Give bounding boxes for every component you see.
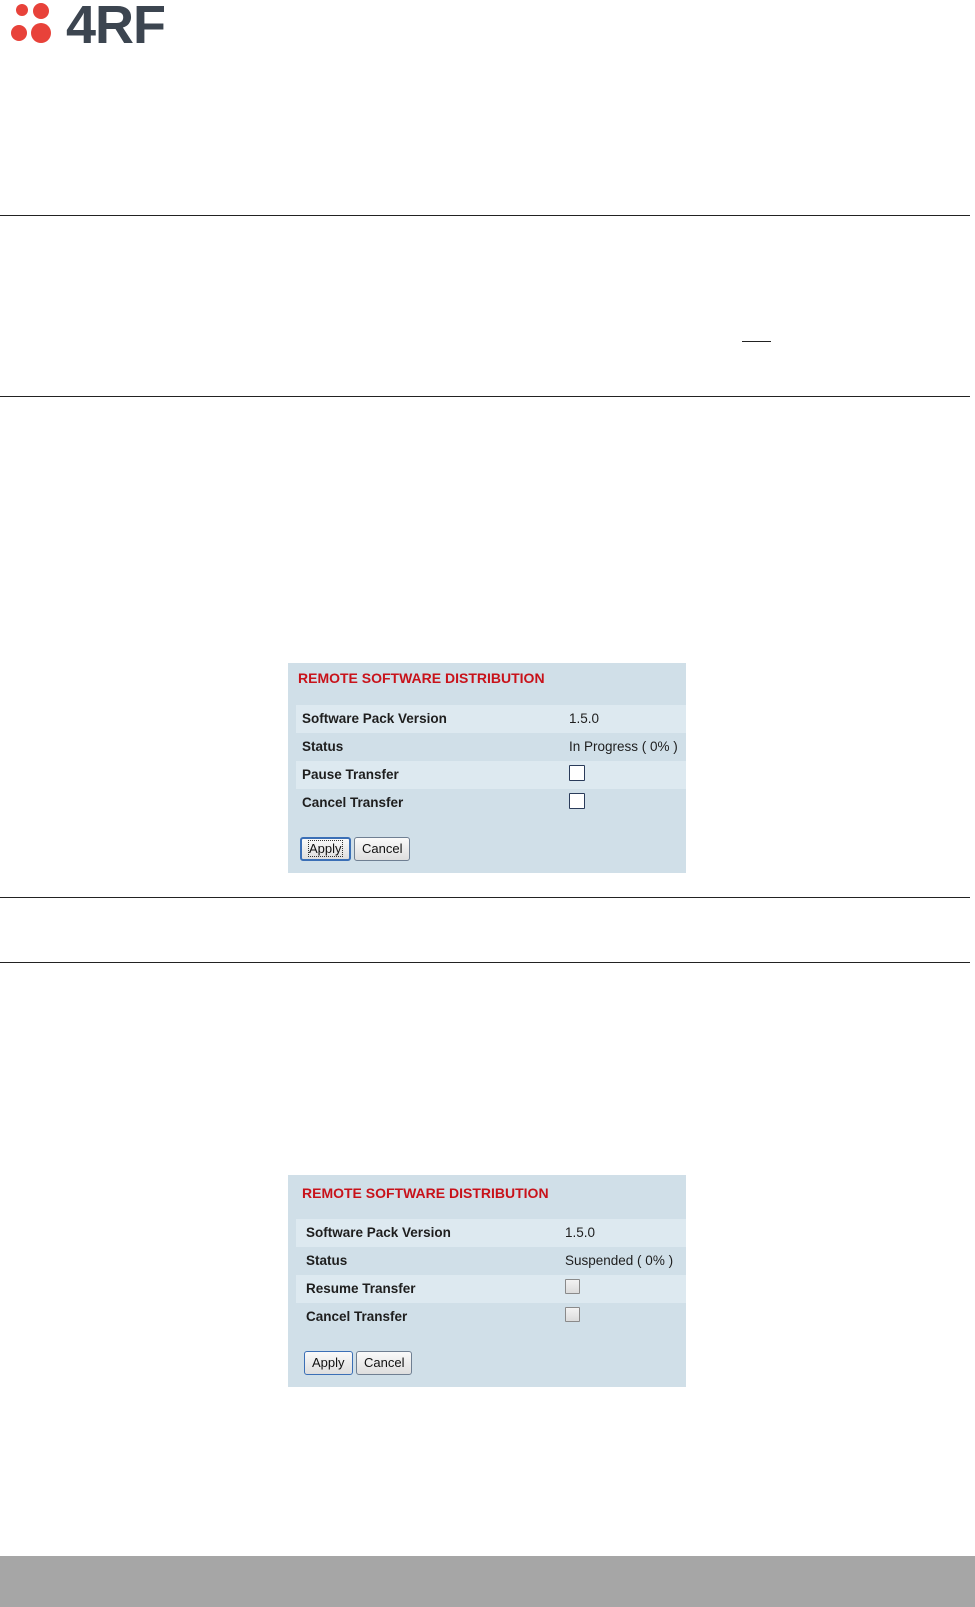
- row-software-pack-version: [296, 705, 686, 733]
- cancel-transfer-checkbox[interactable]: [569, 793, 585, 809]
- remote-software-distribution-panel-suspended: [288, 1175, 686, 1387]
- divider: [0, 396, 970, 397]
- row-label: Cancel Transfer: [302, 795, 404, 810]
- company-logo: [8, 0, 183, 55]
- panel-title: REMOTE SOFTWARE DISTRIBUTION: [302, 1185, 549, 1201]
- short-rule: [742, 341, 771, 342]
- row-label: Status: [302, 739, 344, 754]
- cancel-button[interactable]: Cancel: [356, 1351, 412, 1375]
- logo-text: 4RF: [66, 0, 166, 55]
- row-label: Resume Transfer: [306, 1281, 416, 1296]
- row-label: Software Pack Version: [306, 1225, 451, 1240]
- row-label: Cancel Transfer: [306, 1309, 408, 1324]
- page-footer-band: [0, 1556, 975, 1607]
- row-status: [296, 733, 686, 761]
- status-value: In Progress ( 0% ): [569, 739, 678, 754]
- row-pause-transfer: [296, 761, 686, 789]
- resume-transfer-checkbox[interactable]: [565, 1279, 580, 1294]
- row-label: Pause Transfer: [302, 767, 399, 782]
- row-value: 1.5.0: [565, 1225, 596, 1240]
- row-label: Software Pack Version: [302, 711, 447, 726]
- row-cancel-transfer: [296, 789, 686, 817]
- cancel-transfer-checkbox[interactable]: [565, 1307, 580, 1322]
- row-label: Status: [306, 1253, 348, 1268]
- divider: [0, 962, 970, 963]
- pause-transfer-checkbox[interactable]: [569, 765, 585, 781]
- status-value: Suspended ( 0% ): [565, 1253, 674, 1268]
- row-status: [296, 1247, 686, 1275]
- remote-software-distribution-panel-in-progress: [288, 663, 686, 873]
- row-cancel-transfer: [296, 1303, 686, 1331]
- cancel-button[interactable]: Cancel: [354, 837, 410, 861]
- row-software-pack-version: [296, 1219, 686, 1247]
- divider: [0, 215, 970, 216]
- apply-button-label: Apply: [309, 841, 342, 856]
- apply-button[interactable]: Apply: [304, 1351, 353, 1375]
- panel-title: REMOTE SOFTWARE DISTRIBUTION: [298, 670, 545, 686]
- apply-button[interactable]: [300, 837, 351, 861]
- row-resume-transfer: [296, 1275, 686, 1303]
- row-value: 1.5.0: [569, 711, 600, 726]
- divider: [0, 897, 970, 898]
- logo-dots-icon: [8, 0, 68, 48]
